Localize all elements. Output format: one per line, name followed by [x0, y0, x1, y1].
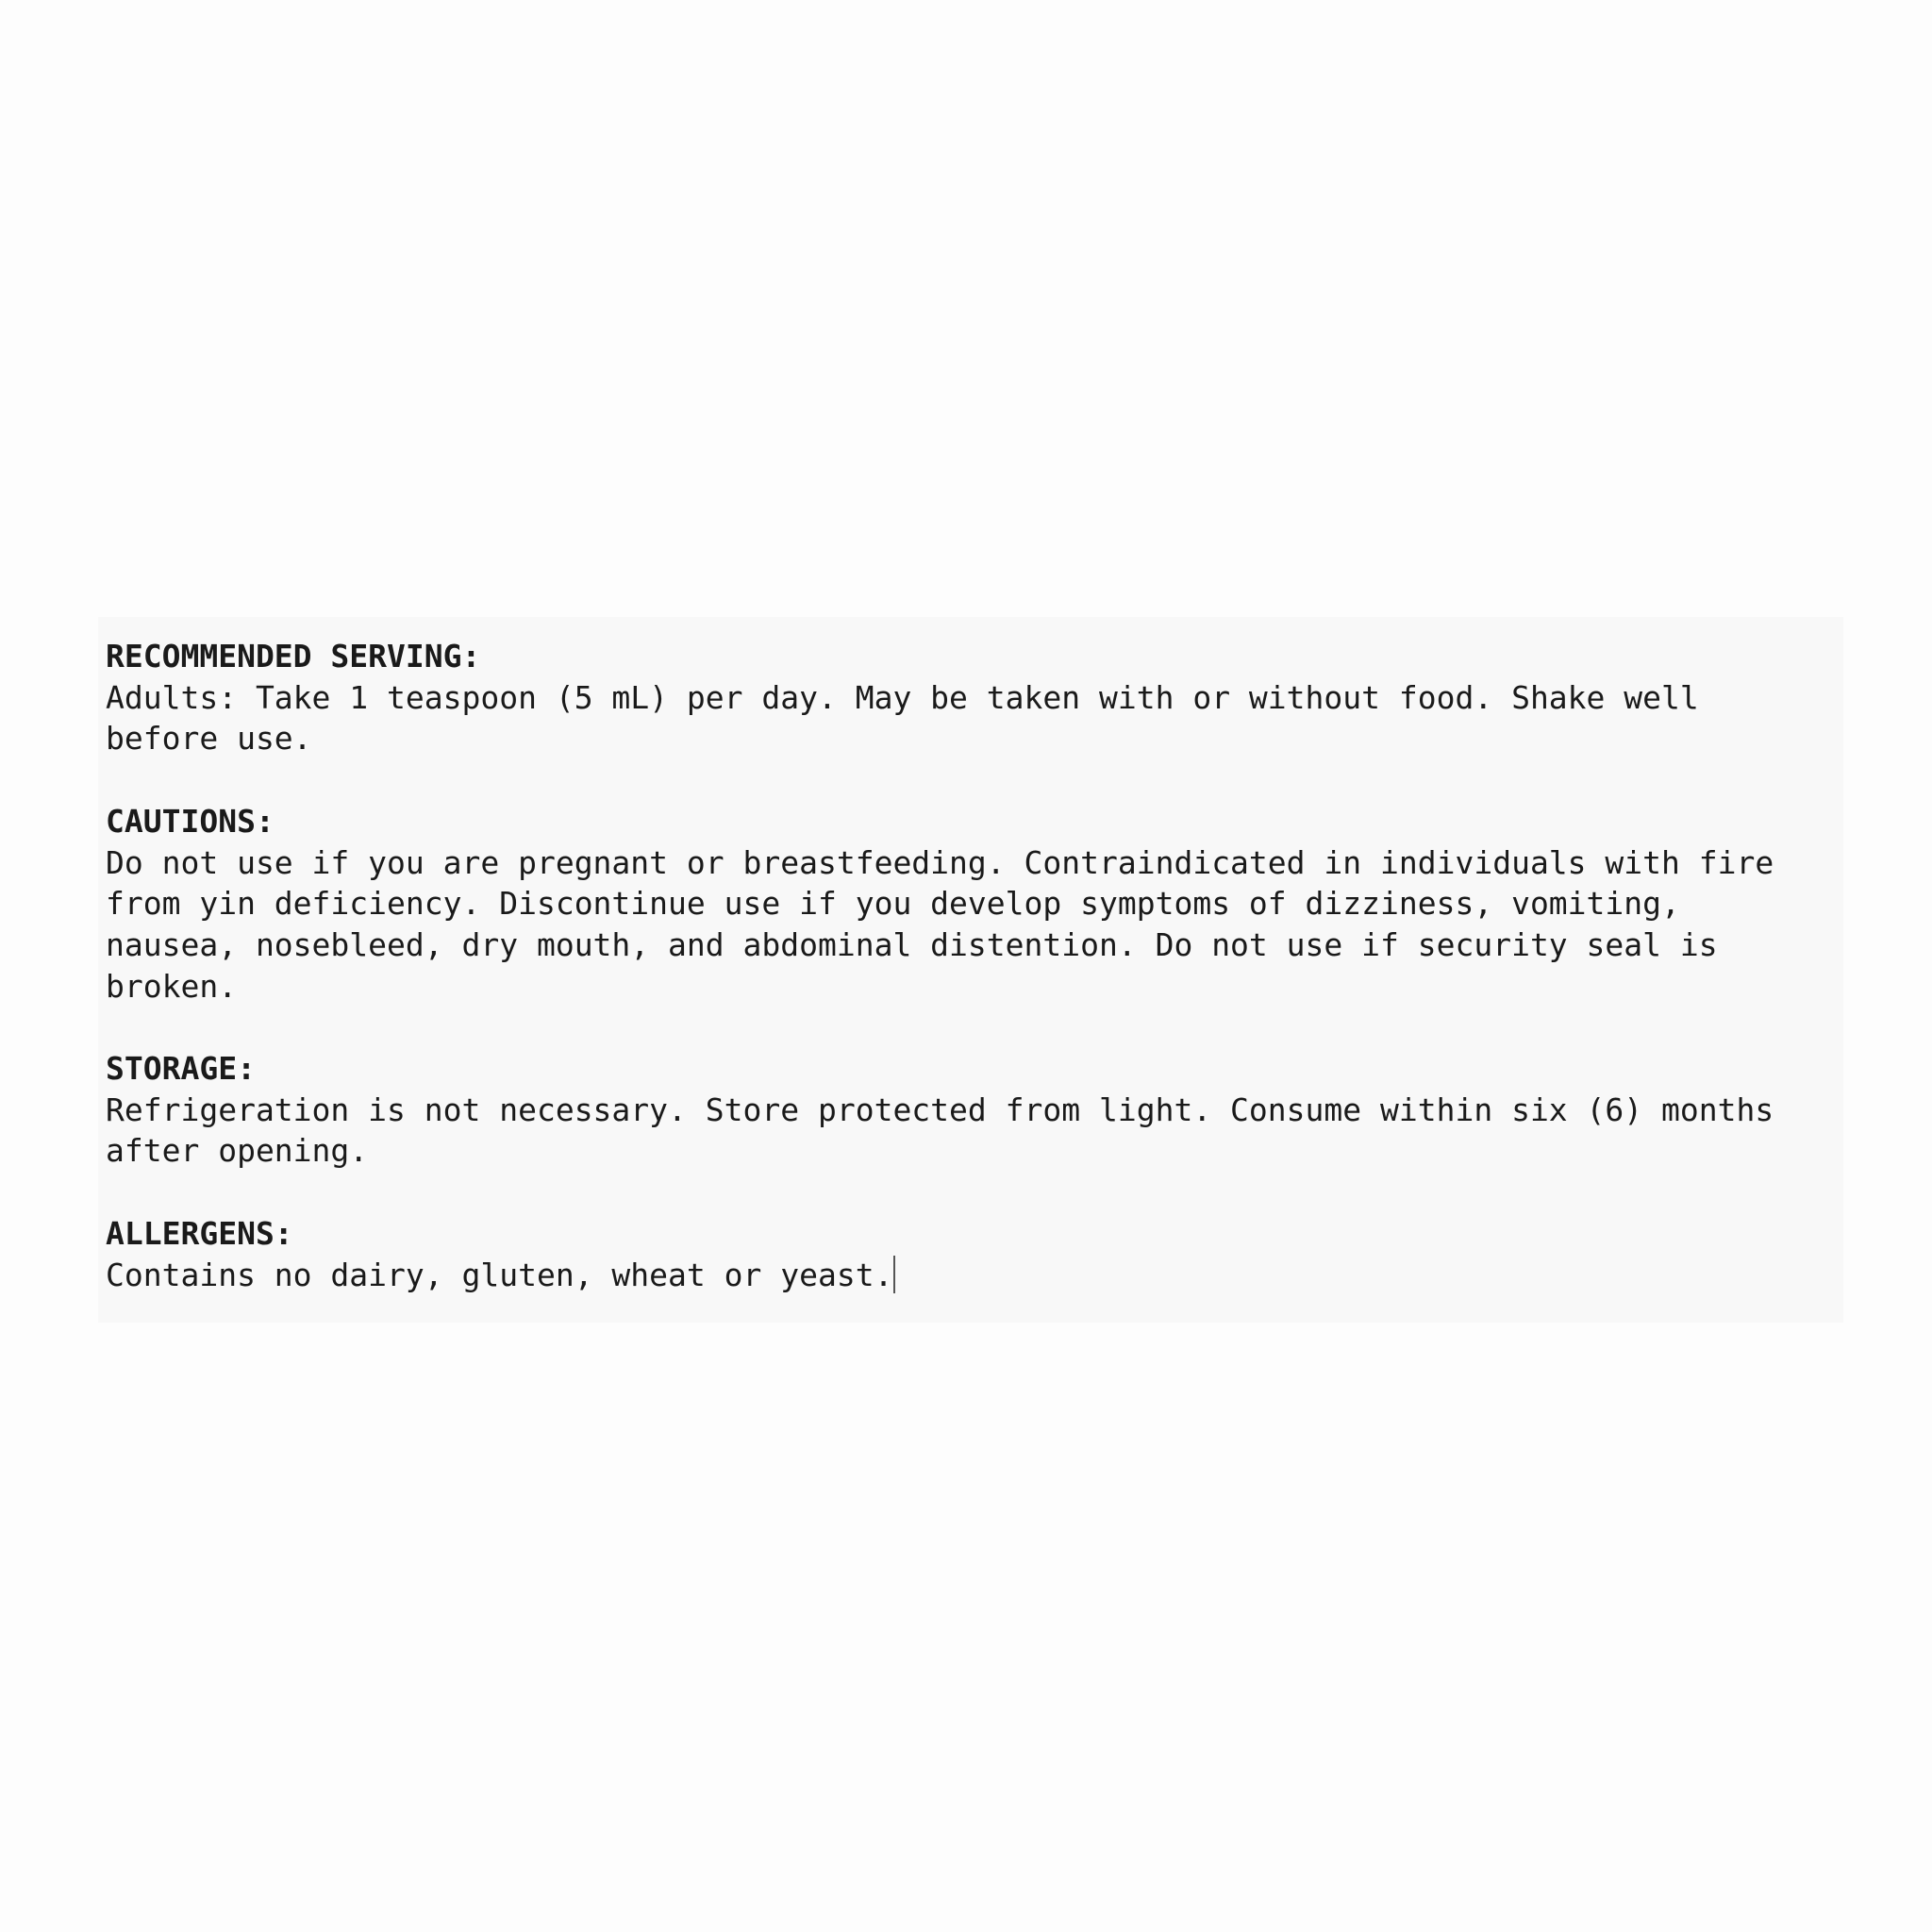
section-heading: RECOMMENDED SERVING:	[106, 638, 481, 675]
section-heading: ALLERGENS:	[106, 1214, 293, 1252]
section-body: Adults: Take 1 teaspoon (5 mL) per day. May be taken with or without food. Shake well before use.	[106, 678, 1699, 758]
section-heading: CAUTIONS:	[106, 802, 275, 840]
section-heading: STORAGE:	[106, 1050, 256, 1087]
section-recommended-serving	[106, 636, 1843, 759]
section-cautions	[106, 801, 1843, 1008]
text-editor-area[interactable]	[98, 617, 1843, 1323]
text-cursor	[893, 1256, 895, 1293]
section-storage	[106, 1048, 1843, 1172]
section-body: Refrigeration is not necessary. Store protected from light. Consume within six (6) months after opening.	[106, 1091, 1774, 1170]
section-body-with-cursor	[106, 1255, 1843, 1296]
section-body: Do not use if you are pregnant or breastfeeding. Contraindicated in individuals with fire from yin deficiency. Discontinue use if you develop symptoms of dizziness, vomiting, nausea, nosebleed, dry mouth, and abdominal distention. Do not use if security seal is broken.	[106, 843, 1774, 1005]
section-body-text: Contains no dairy, gluten, wheat or yeast.	[106, 1256, 893, 1293]
section-allergens	[106, 1213, 1843, 1295]
